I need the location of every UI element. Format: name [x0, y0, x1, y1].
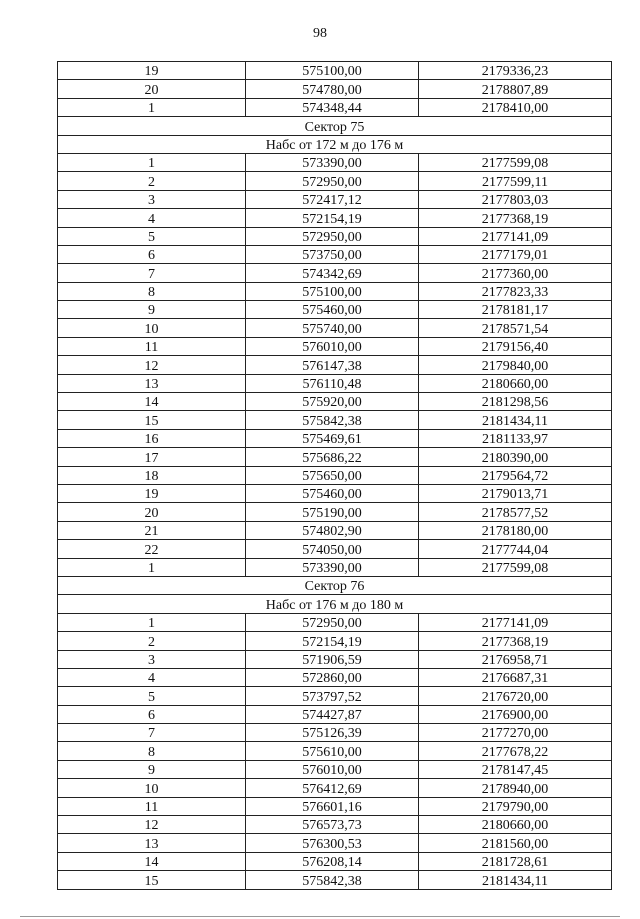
table-row: [58, 190, 612, 208]
y-coordinate-cell: 2178180,00: [419, 521, 612, 539]
section-header-row: [58, 576, 612, 594]
point-number-cell: 1: [58, 153, 246, 171]
point-number-cell: 9: [58, 760, 246, 778]
table-row: [58, 816, 612, 834]
x-coordinate-cell: 575842,38: [246, 871, 419, 889]
table-row: [58, 374, 612, 392]
y-coordinate-cell: 2181298,56: [419, 393, 612, 411]
x-coordinate-cell: 576010,00: [246, 337, 419, 355]
x-coordinate-cell: 575100,00: [246, 62, 419, 80]
point-number-cell: 20: [58, 80, 246, 98]
table-row: [58, 337, 612, 355]
y-coordinate-cell: 2176687,31: [419, 668, 612, 686]
table-row: [58, 227, 612, 245]
table-row: [58, 834, 612, 852]
table-row: [58, 724, 612, 742]
point-number-cell: 3: [58, 650, 246, 668]
point-number-cell: 13: [58, 834, 246, 852]
table-row: [58, 521, 612, 539]
coordinates-table: [57, 61, 612, 890]
y-coordinate-cell: 2179336,23: [419, 62, 612, 80]
table-row: [58, 742, 612, 760]
y-coordinate-cell: 2178181,17: [419, 301, 612, 319]
y-coordinate-cell: 2177599,08: [419, 153, 612, 171]
point-number-cell: 11: [58, 337, 246, 355]
x-coordinate-cell: 572154,19: [246, 209, 419, 227]
y-coordinate-cell: 2177803,03: [419, 190, 612, 208]
table-row: [58, 779, 612, 797]
x-coordinate-cell: 576300,53: [246, 834, 419, 852]
y-coordinate-cell: 2181434,11: [419, 411, 612, 429]
table-row: [58, 282, 612, 300]
y-coordinate-cell: 2178807,89: [419, 80, 612, 98]
point-number-cell: 7: [58, 264, 246, 282]
point-number-cell: 17: [58, 448, 246, 466]
x-coordinate-cell: 572950,00: [246, 172, 419, 190]
y-coordinate-cell: 2177179,01: [419, 245, 612, 263]
x-coordinate-cell: 575610,00: [246, 742, 419, 760]
table-row: [58, 153, 612, 171]
table-row: [58, 558, 612, 576]
x-coordinate-cell: 573797,52: [246, 687, 419, 705]
y-coordinate-cell: 2176958,71: [419, 650, 612, 668]
table-row: [58, 80, 612, 98]
y-coordinate-cell: 2178571,54: [419, 319, 612, 337]
y-coordinate-cell: 2177599,08: [419, 558, 612, 576]
point-number-cell: 22: [58, 540, 246, 558]
point-number-cell: 19: [58, 62, 246, 80]
table-row: [58, 650, 612, 668]
table-row: [58, 62, 612, 80]
x-coordinate-cell: 574802,90: [246, 521, 419, 539]
table-row: [58, 503, 612, 521]
point-number-cell: 2: [58, 172, 246, 190]
y-coordinate-cell: 2181133,97: [419, 429, 612, 447]
point-number-cell: 13: [58, 374, 246, 392]
x-coordinate-cell: 575469,61: [246, 429, 419, 447]
x-coordinate-cell: 572950,00: [246, 227, 419, 245]
y-coordinate-cell: 2179840,00: [419, 356, 612, 374]
x-coordinate-cell: 573390,00: [246, 153, 419, 171]
y-coordinate-cell: 2178410,00: [419, 98, 612, 116]
table-row: [58, 852, 612, 870]
x-coordinate-cell: 574050,00: [246, 540, 419, 558]
x-coordinate-cell: 574342,69: [246, 264, 419, 282]
x-coordinate-cell: 572417,12: [246, 190, 419, 208]
point-number-cell: 8: [58, 742, 246, 760]
x-coordinate-cell: 574348,44: [246, 98, 419, 116]
section-header-row: [58, 135, 612, 153]
y-coordinate-cell: 2177270,00: [419, 724, 612, 742]
point-number-cell: 11: [58, 797, 246, 815]
point-number-cell: 10: [58, 779, 246, 797]
table-row: [58, 264, 612, 282]
x-coordinate-cell: 575126,39: [246, 724, 419, 742]
table-row: [58, 98, 612, 116]
point-number-cell: 14: [58, 393, 246, 411]
point-number-cell: 14: [58, 852, 246, 870]
point-number-cell: 21: [58, 521, 246, 539]
table-row: [58, 393, 612, 411]
point-number-cell: 2: [58, 632, 246, 650]
x-coordinate-cell: 572950,00: [246, 613, 419, 631]
point-number-cell: 12: [58, 816, 246, 834]
x-coordinate-cell: 575920,00: [246, 393, 419, 411]
x-coordinate-cell: 576147,38: [246, 356, 419, 374]
point-number-cell: 16: [58, 429, 246, 447]
y-coordinate-cell: 2178940,00: [419, 779, 612, 797]
section-header-cell: Набс от 176 м до 180 м: [58, 595, 612, 613]
y-coordinate-cell: 2180660,00: [419, 816, 612, 834]
y-coordinate-cell: 2177368,19: [419, 632, 612, 650]
point-number-cell: 6: [58, 705, 246, 723]
y-coordinate-cell: 2179564,72: [419, 466, 612, 484]
x-coordinate-cell: 576110,48: [246, 374, 419, 392]
point-number-cell: 1: [58, 98, 246, 116]
x-coordinate-cell: 575686,22: [246, 448, 419, 466]
section-header-cell: Набс от 172 м до 176 м: [58, 135, 612, 153]
section-header-row: [58, 117, 612, 135]
y-coordinate-cell: 2177360,00: [419, 264, 612, 282]
table-row: [58, 668, 612, 686]
x-coordinate-cell: 574780,00: [246, 80, 419, 98]
x-coordinate-cell: 575100,00: [246, 282, 419, 300]
coordinates-table-body: [58, 62, 612, 890]
point-number-cell: 5: [58, 687, 246, 705]
y-coordinate-cell: 2178577,52: [419, 503, 612, 521]
point-number-cell: 20: [58, 503, 246, 521]
y-coordinate-cell: 2177141,09: [419, 227, 612, 245]
table-row: [58, 172, 612, 190]
x-coordinate-cell: 573390,00: [246, 558, 419, 576]
table-row: [58, 484, 612, 502]
point-number-cell: 8: [58, 282, 246, 300]
y-coordinate-cell: 2177368,19: [419, 209, 612, 227]
section-header-row: [58, 595, 612, 613]
table-row: [58, 466, 612, 484]
table-row: [58, 871, 612, 889]
point-number-cell: 5: [58, 227, 246, 245]
x-coordinate-cell: 576010,00: [246, 760, 419, 778]
x-coordinate-cell: 576208,14: [246, 852, 419, 870]
y-coordinate-cell: 2177141,09: [419, 613, 612, 631]
table-row: [58, 705, 612, 723]
point-number-cell: 3: [58, 190, 246, 208]
table-row: [58, 245, 612, 263]
x-coordinate-cell: 575190,00: [246, 503, 419, 521]
x-coordinate-cell: 574427,87: [246, 705, 419, 723]
x-coordinate-cell: 575460,00: [246, 301, 419, 319]
y-coordinate-cell: 2179790,00: [419, 797, 612, 815]
x-coordinate-cell: 575740,00: [246, 319, 419, 337]
x-coordinate-cell: 572154,19: [246, 632, 419, 650]
point-number-cell: 7: [58, 724, 246, 742]
table-row: [58, 209, 612, 227]
y-coordinate-cell: 2177744,04: [419, 540, 612, 558]
point-number-cell: 10: [58, 319, 246, 337]
point-number-cell: 4: [58, 668, 246, 686]
table-row: [58, 448, 612, 466]
y-coordinate-cell: 2176900,00: [419, 705, 612, 723]
x-coordinate-cell: 575842,38: [246, 411, 419, 429]
y-coordinate-cell: 2181560,00: [419, 834, 612, 852]
y-coordinate-cell: 2179013,71: [419, 484, 612, 502]
y-coordinate-cell: 2177678,22: [419, 742, 612, 760]
table-row: [58, 540, 612, 558]
y-coordinate-cell: 2177599,11: [419, 172, 612, 190]
point-number-cell: 12: [58, 356, 246, 374]
y-coordinate-cell: 2181728,61: [419, 852, 612, 870]
page-number: 98: [313, 26, 327, 41]
y-coordinate-cell: 2176720,00: [419, 687, 612, 705]
page-bottom-edge: [20, 916, 620, 917]
table-row: [58, 301, 612, 319]
point-number-cell: 1: [58, 613, 246, 631]
table-row: [58, 411, 612, 429]
point-number-cell: 18: [58, 466, 246, 484]
section-header-cell: Сектор 75: [58, 117, 612, 135]
table-row: [58, 797, 612, 815]
y-coordinate-cell: 2180660,00: [419, 374, 612, 392]
table-row: [58, 429, 612, 447]
point-number-cell: 15: [58, 411, 246, 429]
x-coordinate-cell: 573750,00: [246, 245, 419, 263]
x-coordinate-cell: 576573,73: [246, 816, 419, 834]
table-row: [58, 760, 612, 778]
y-coordinate-cell: 2180390,00: [419, 448, 612, 466]
x-coordinate-cell: 576412,69: [246, 779, 419, 797]
section-header-cell: Сектор 76: [58, 576, 612, 594]
y-coordinate-cell: 2179156,40: [419, 337, 612, 355]
point-number-cell: 4: [58, 209, 246, 227]
point-number-cell: 6: [58, 245, 246, 263]
table-row: [58, 319, 612, 337]
point-number-cell: 1: [58, 558, 246, 576]
x-coordinate-cell: 572860,00: [246, 668, 419, 686]
y-coordinate-cell: 2181434,11: [419, 871, 612, 889]
table-row: [58, 687, 612, 705]
point-number-cell: 19: [58, 484, 246, 502]
x-coordinate-cell: 575650,00: [246, 466, 419, 484]
x-coordinate-cell: 575460,00: [246, 484, 419, 502]
y-coordinate-cell: 2178147,45: [419, 760, 612, 778]
point-number-cell: 9: [58, 301, 246, 319]
point-number-cell: 15: [58, 871, 246, 889]
x-coordinate-cell: 571906,59: [246, 650, 419, 668]
table-row: [58, 356, 612, 374]
table-row: [58, 632, 612, 650]
y-coordinate-cell: 2177823,33: [419, 282, 612, 300]
x-coordinate-cell: 576601,16: [246, 797, 419, 815]
table-row: [58, 613, 612, 631]
